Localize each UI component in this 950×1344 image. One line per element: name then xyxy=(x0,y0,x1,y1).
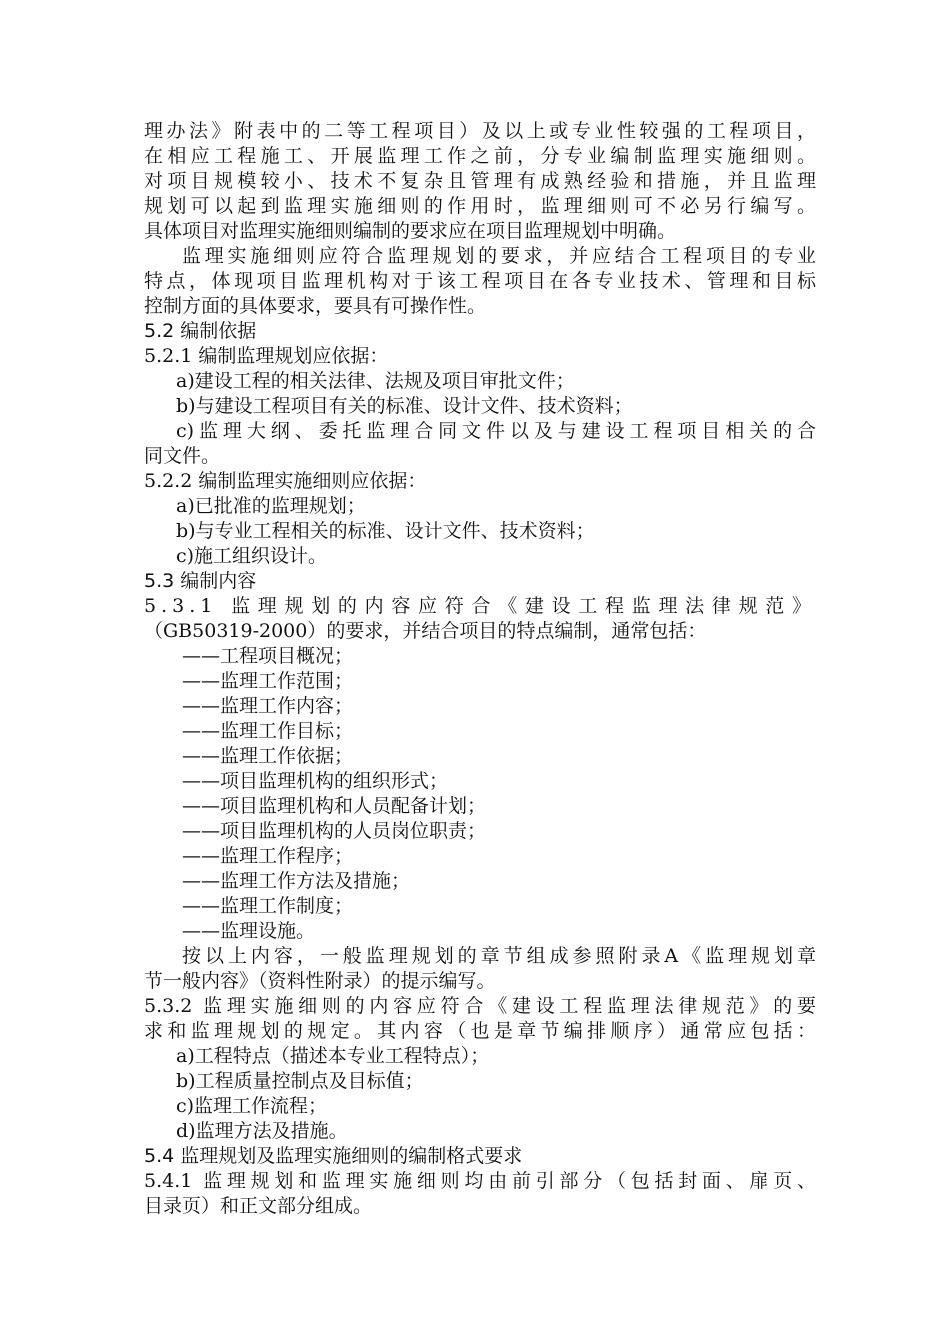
text-line: ——监理工作程序； xyxy=(182,845,354,867)
text-line: c)监理大纲、委托监理合同文件以及与建设工程项目相关的合 xyxy=(176,420,816,442)
text-line: 5.3.1 监理规划的内容应符合《建设工程监理法律规范》 xyxy=(144,595,816,617)
text-line: 对项目规模较小、技术不复杂且管理有成熟经验和措施，并且监理 xyxy=(144,170,816,192)
text-line: ——项目监理机构的人员岗位职责； xyxy=(182,820,487,842)
section-heading: 5.3 编制内容 xyxy=(144,570,257,592)
text-line: 特点，体现项目监理机构对于该工程项目在各专业技术、管理和目标 xyxy=(144,270,816,292)
text-line: b)与专业工程相关的标准、设计文件、技术资料； xyxy=(176,520,595,542)
text-line: ——监理设施。 xyxy=(182,920,316,942)
text-line: 理办法》附表中的二等工程项目）及以上或专业性较强的工程项目， xyxy=(144,120,816,142)
document-body xyxy=(144,119,816,1219)
text-line: 5.4.1 监理规划和监理实施细则均由前引部分（包括封面、扉页、 xyxy=(144,1170,816,1192)
text-line: 5.3.2 监理实施细则的内容应符合《建设工程监理法律规范》的要 xyxy=(144,995,816,1017)
text-line: （GB50319-2000）的要求，并结合项目的特点编制，通常包括： xyxy=(144,620,707,642)
text-line: ——监理工作内容； xyxy=(182,695,354,717)
text-line: ——监理工作范围； xyxy=(182,670,354,692)
text-line: 5.2.1 编制监理规划应依据： xyxy=(144,345,389,367)
text-line: 规划可以起到监理实施细则的作用时，监理细则可不必另行编写。 xyxy=(144,195,816,217)
text-line: ——项目监理机构的组织形式； xyxy=(182,770,449,792)
text-line: ——监理工作依据； xyxy=(182,745,354,767)
text-line: c)监理工作流程； xyxy=(176,1095,328,1117)
text-line: ——监理工作方法及措施； xyxy=(182,870,411,892)
text-line: 按以上内容，一般监理规划的章节组成参照附录A《监理规划章 xyxy=(182,945,816,967)
text-line: 在相应工程施工、开展监理工作之前，分专业编制监理实施细则。 xyxy=(144,145,816,167)
text-line: ——监理工作制度； xyxy=(182,895,354,917)
text-line: b)与建设工程项目有关的标准、设计文件、技术资料； xyxy=(176,395,633,417)
section-heading: 5.2 编制依据 xyxy=(144,320,257,342)
section-heading: 5.4 监理规划及监理实施细则的编制格式要求 xyxy=(144,1145,523,1167)
text-line: a)建设工程的相关法律、法规及项目审批文件； xyxy=(176,370,575,392)
text-line: 同文件。 xyxy=(144,445,221,467)
text-line: 5.2.2 编制监理实施细则应依据： xyxy=(144,470,427,492)
text-line: 具体项目对监理实施细则编制的要求应在项目监理规划中明确。 xyxy=(144,220,677,242)
text-line: 控制方面的具体要求，要具有可操作性。 xyxy=(144,295,487,317)
text-line: ——项目监理机构和人员配备计划； xyxy=(182,795,487,817)
text-line: a)工程特点（描述本专业工程特点）； xyxy=(176,1045,490,1067)
text-line: d)监理方法及措施。 xyxy=(176,1120,348,1142)
text-line: a)已批准的监理规划； xyxy=(176,495,366,517)
text-line: 节一般内容》（资料性附录）的提示编写。 xyxy=(144,970,496,992)
text-line: 目录页）和正文部分组成。 xyxy=(144,1195,373,1217)
text-line: 求和监理规划的规定。其内容（也是章节编排顺序）通常应包括： xyxy=(144,1020,816,1042)
text-line: ——监理工作目标； xyxy=(182,720,354,742)
text-line: 监理实施细则应符合监理规划的要求，并应结合工程项目的专业 xyxy=(182,245,816,267)
text-line: ——工程项目概况； xyxy=(182,645,354,667)
text-line: c)施工组织设计。 xyxy=(176,545,328,567)
text-line: b)工程质量控制点及目标值； xyxy=(176,1070,424,1092)
